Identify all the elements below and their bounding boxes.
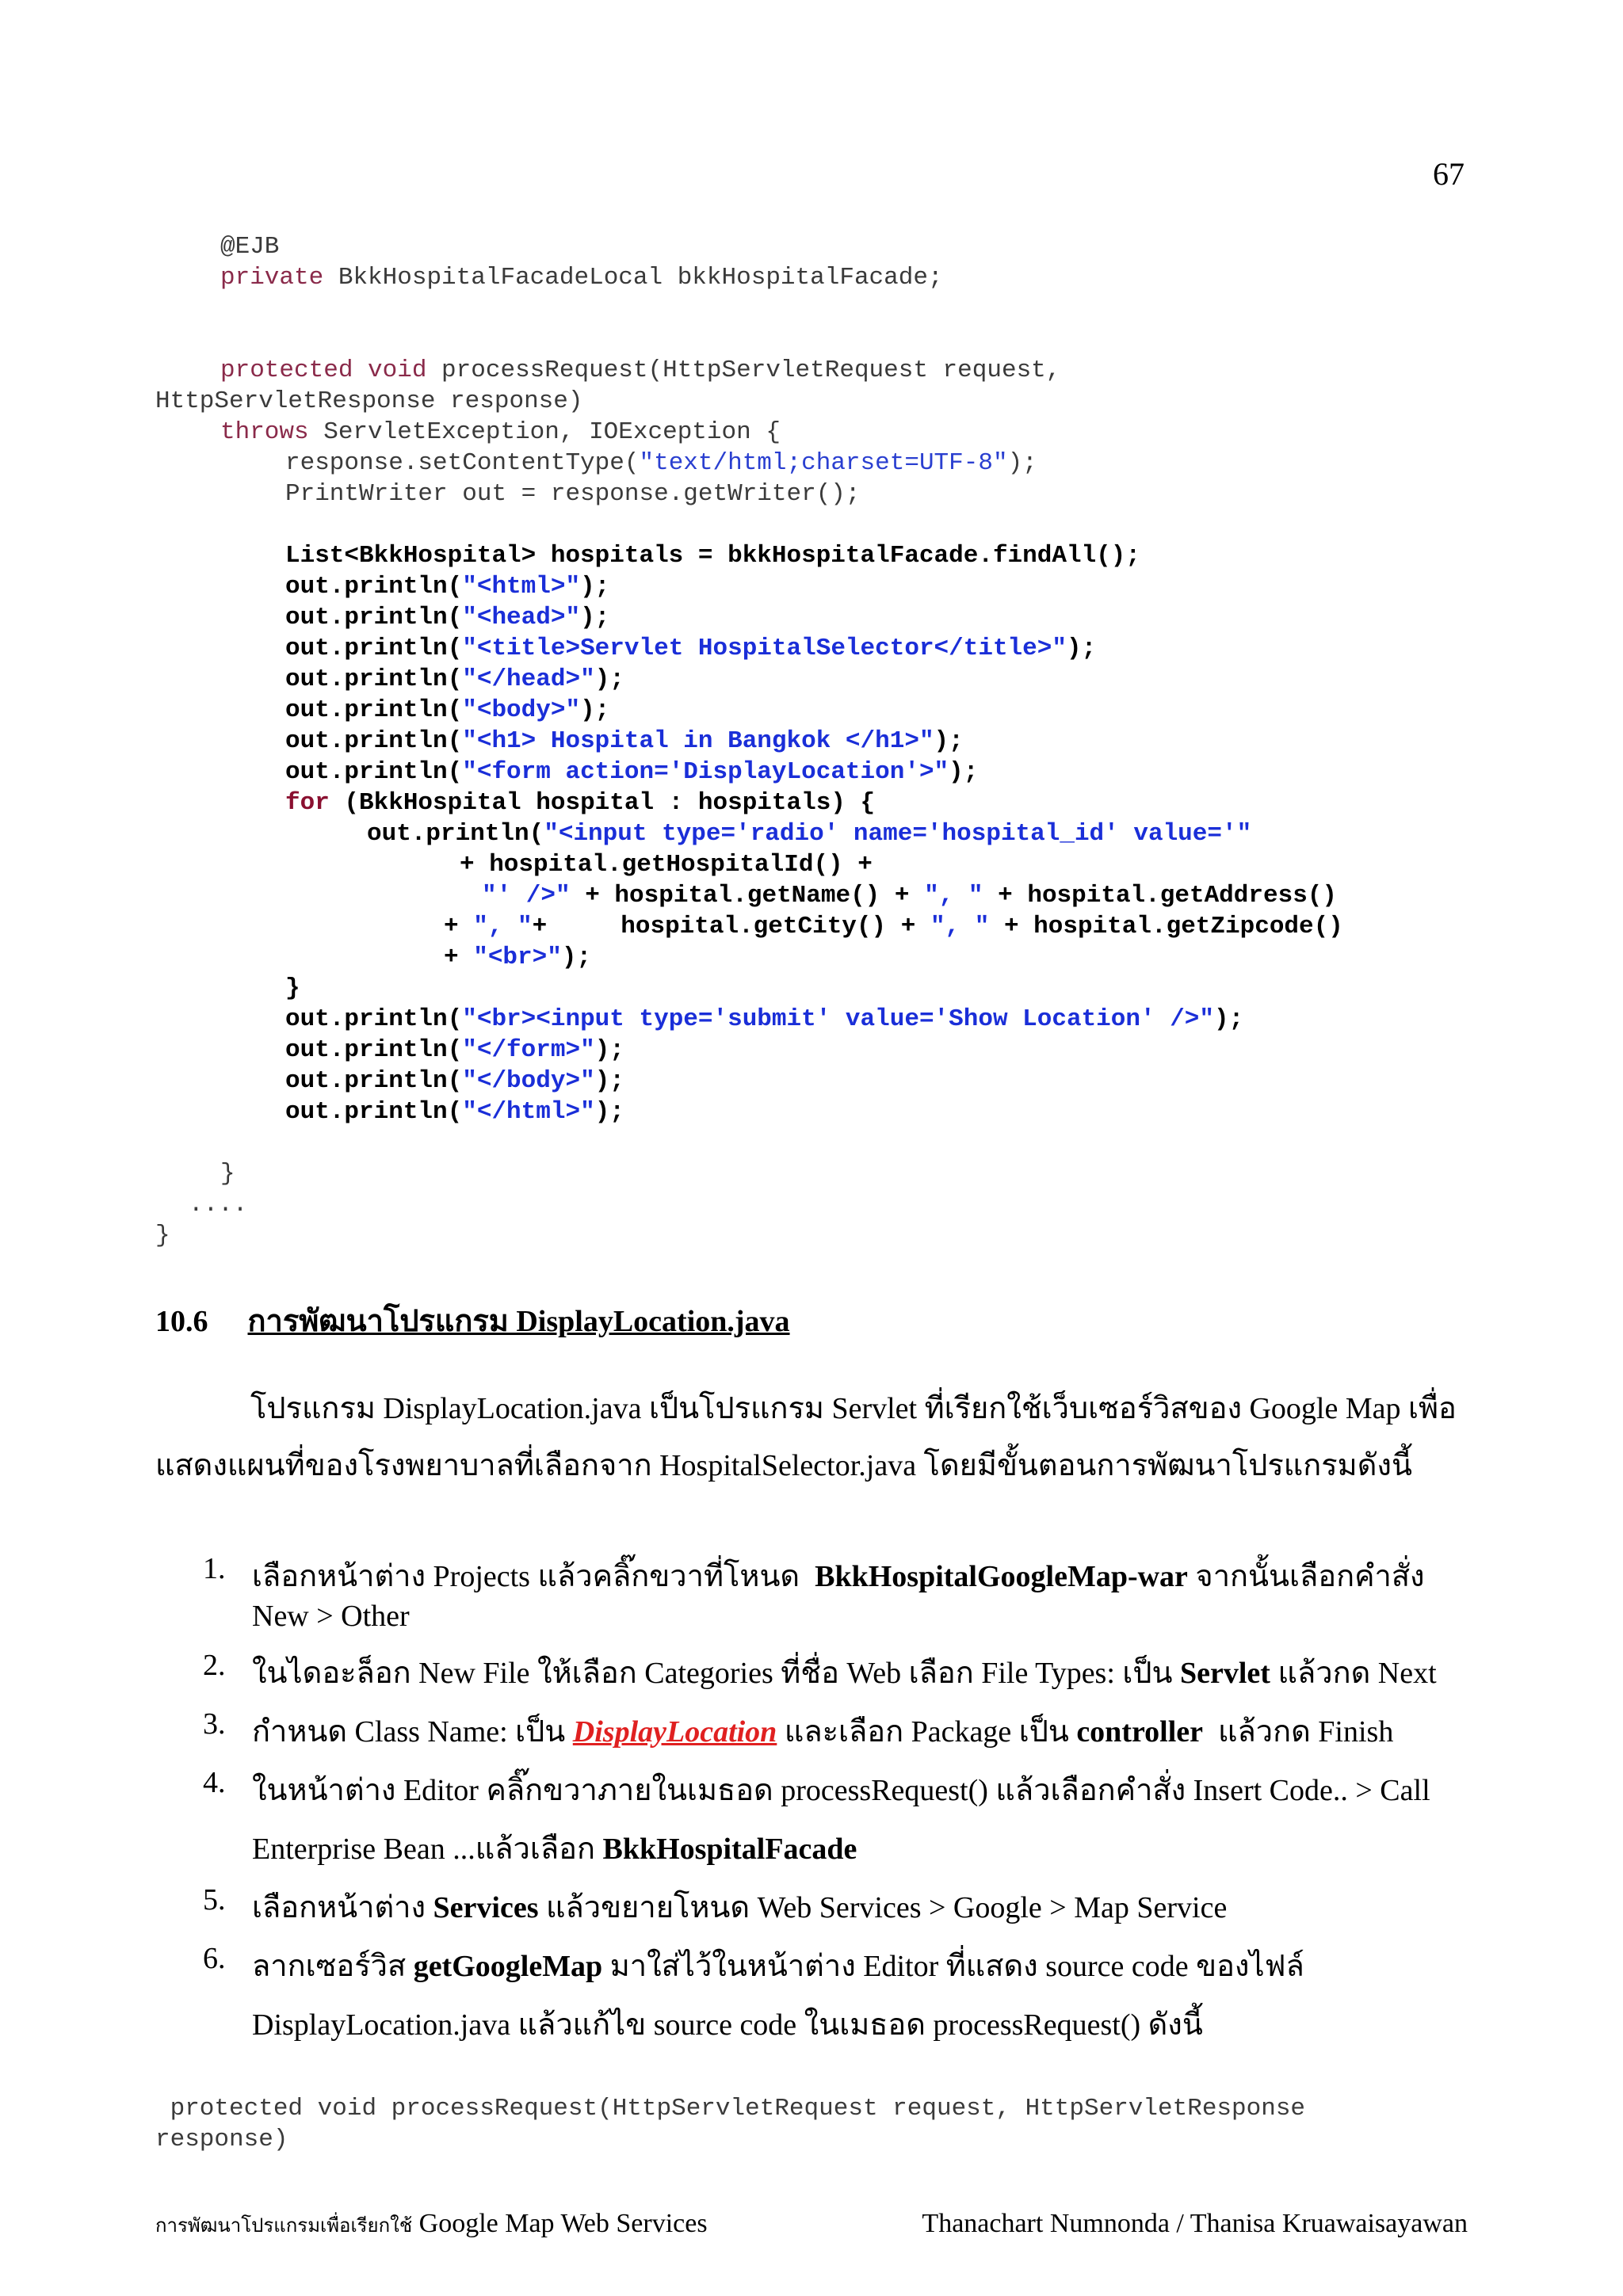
section-number: 10.6 (155, 1305, 208, 1338)
code-text: + (444, 913, 474, 940)
code-line: .... (189, 1191, 248, 1219)
step-text: เลือกหน้าต่าง (252, 1891, 433, 1924)
paragraph-line: แสดงแผนที่ของโรงพยาบาลที่เลือกจาก HospitalSelector.java โดยมีขั้นตอนการพัฒนาโปรแกรมดังนี้ (155, 1449, 1412, 1482)
code-string: "<br>" (473, 944, 562, 971)
step-text: Enterprise Bean ...แล้วเลือก (252, 1833, 603, 1866)
code-string: "' />" (482, 882, 571, 910)
list-item (252, 1648, 1437, 1696)
code-line (220, 262, 943, 293)
code-text: + hospital.getZipcode() (989, 913, 1343, 940)
code-keyword: throws (220, 418, 309, 446)
code-line (444, 942, 591, 973)
step-number: 6. (203, 1942, 226, 1975)
code-line: protected void processRequest(HttpServletRequest request, HttpServletResponse (155, 2095, 1306, 2122)
list-item (252, 1551, 1425, 1600)
list-item: ในหน้าต่าง Editor คลิ๊กขวาภายในเมธอด processRequest() แล้วเลือกคำสั่ง Insert Code.. > Call (252, 1774, 1430, 1807)
code-line (285, 757, 978, 788)
code-text: (BkkHospital hospital : hospitals) { (329, 789, 876, 817)
code-line (285, 602, 609, 633)
step-bold: BkkHospitalGoogleMap-war (815, 1560, 1188, 1593)
list-item-continued: DisplayLocation.java แล้วแก้ไข source code ในเมธอด processRequest() ดังนี้ (252, 2008, 1203, 2042)
code-line (285, 788, 875, 818)
step-text: จากนั้นเลือกคำสั่ง (1187, 1560, 1425, 1593)
code-line (285, 695, 609, 726)
code-string: ", " (924, 882, 983, 910)
code-text: out.println( (285, 1036, 463, 1064)
code-line: PrintWriter out = response.getWriter(); (285, 480, 861, 508)
code-text: + hospital.getName() + (570, 882, 925, 910)
code-line (220, 417, 781, 448)
code-string: "<form action='DisplayLocation'>" (462, 758, 949, 786)
code-string: "<br><input type='submit' value='Show Location' />" (462, 1005, 1215, 1033)
code-line (285, 571, 609, 602)
code-line (285, 726, 964, 757)
step-text: ลากเซอร์วิส (252, 1950, 414, 1983)
code-line (285, 1097, 624, 1127)
step-text: ในไดอะล็อก New File ให้เลือก Categories ที่ชื่อ Web เลือก File Types: เป็น (252, 1657, 1180, 1690)
code-text: + hospital.getCity() + (532, 913, 930, 940)
code-text: ); (561, 944, 592, 971)
code-text: ); (934, 727, 964, 755)
code-text: ); (949, 758, 979, 786)
step-bold: Servlet (1180, 1657, 1270, 1690)
step-bold: Services (433, 1891, 539, 1924)
code-text: ); (580, 696, 610, 724)
code-keyword: protected void (220, 357, 427, 384)
code-text: ); (594, 1036, 624, 1064)
code-text: out.println( (285, 696, 463, 724)
step-number: 5. (203, 1883, 226, 1917)
code-text: out.println( (285, 727, 463, 755)
list-item (252, 1882, 1227, 1931)
code-line (285, 633, 1096, 664)
code-line (444, 911, 1343, 942)
code-text: ); (580, 573, 610, 601)
code-text: out.println( (285, 635, 463, 662)
code-text: + hospital.getAddress() (983, 882, 1338, 910)
code-text: + (444, 944, 474, 971)
code-string: ", " (930, 913, 990, 940)
code-text: out.println( (285, 666, 463, 693)
code-text: ); (1066, 635, 1097, 662)
code-text: response.setContentType( (285, 449, 640, 477)
code-line: } (285, 974, 300, 1002)
code-string: "<head>" (462, 604, 581, 631)
code-line: + hospital.getHospitalId() + (460, 851, 873, 879)
code-line (482, 880, 1337, 911)
code-string: "<html>" (462, 573, 581, 601)
code-text: out.println( (285, 573, 463, 601)
code-text: out.println( (285, 1005, 463, 1033)
code-line (285, 1066, 624, 1097)
code-line: } (220, 1160, 235, 1188)
code-keyword: private (220, 264, 324, 292)
code-line (367, 818, 1251, 849)
code-string: "<body>" (462, 696, 581, 724)
code-text: ); (1214, 1005, 1244, 1033)
code-text: out.println( (285, 758, 463, 786)
code-line (285, 1035, 624, 1066)
code-text: ); (1007, 449, 1037, 477)
footer-left (155, 2209, 708, 2241)
code-line (285, 1004, 1243, 1035)
class-name-link[interactable]: DisplayLocation (572, 1715, 777, 1749)
footer-thai-text: การพัฒนาโปรแกรมเพื่อเรียกใช้ (155, 2216, 413, 2237)
step-text: กำหนด Class Name: เป็น (252, 1715, 573, 1749)
code-text: ); (580, 604, 610, 631)
step-number: 3. (203, 1707, 226, 1741)
code-line: response) (155, 2126, 288, 2153)
code-text: out.println( (285, 604, 463, 631)
code-text: out.println( (285, 1067, 463, 1095)
code-line (285, 664, 624, 695)
code-line: @EJB (220, 233, 280, 261)
code-string: "</form>" (462, 1036, 595, 1064)
code-keyword: for (285, 789, 330, 817)
list-item (252, 1707, 1393, 1755)
paragraph-line: โปรแกรม DisplayLocation.java เป็นโปรแกรม Servlet ที่เรียกใช้เว็บเซอร์วิสของ Google Map เพื่อ (250, 1392, 1457, 1425)
page-number: 67 (1433, 156, 1465, 192)
code-text: out.println( (285, 1098, 463, 1126)
code-string: "</html>" (462, 1098, 595, 1126)
step-number: 2. (203, 1649, 226, 1682)
code-line (285, 448, 1037, 479)
code-line: HttpServletResponse response) (155, 387, 583, 415)
step-text: แล้วกด Next (1270, 1657, 1437, 1690)
step-text: แล้วกด Finish (1203, 1715, 1394, 1749)
code-text: ); (594, 1098, 624, 1126)
code-string: ", " (473, 913, 533, 940)
step-text: เลือกหน้าต่าง Projects แล้วคลิ๊กขวาที่โหนด (252, 1560, 815, 1593)
code-text: ); (594, 1067, 624, 1095)
list-item (252, 1941, 1304, 1989)
code-string: "<input type='radio' name='hospital_id' value='" (544, 820, 1252, 848)
step-text: แล้วขยายโหนด Web Services > Google > Map Service (538, 1891, 1228, 1924)
step-number: 4. (203, 1766, 226, 1799)
code-text: processRequest(HttpServletRequest request, (426, 357, 1061, 384)
code-text: out.println( (367, 820, 544, 848)
step-text: มาใส่ไว้ในหน้าต่าง Editor ที่แสดง source code ของไฟล์ (602, 1950, 1304, 1983)
code-text: BkkHospitalFacadeLocal bkkHospitalFacade; (323, 264, 943, 292)
code-text: ); (594, 666, 624, 693)
list-item-continued (252, 1824, 857, 1872)
section-heading (155, 1296, 790, 1344)
code-string: "<title>Servlet HospitalSelector</title>" (462, 635, 1067, 662)
code-line (220, 355, 1060, 386)
code-string: "<h1> Hospital in Bangkok </h1>" (462, 727, 934, 755)
code-line: } (155, 1222, 170, 1249)
list-item-continued: New > Other (252, 1600, 410, 1633)
footer-title: Google Map Web Services (412, 2209, 708, 2238)
code-string: "text/html;charset=UTF-8" (639, 449, 1008, 477)
step-text: และเลือก Package เป็น (777, 1715, 1077, 1749)
step-bold: getGoogleMap (413, 1950, 603, 1983)
step-number: 1. (203, 1552, 226, 1585)
code-line: List<BkkHospital> hospitals = bkkHospitalFacade.findAll(); (285, 542, 1140, 570)
step-bold: BkkHospitalFacade (602, 1833, 857, 1866)
code-string: "</body>" (462, 1067, 595, 1095)
step-bold: controller (1076, 1715, 1203, 1749)
code-string: "</head>" (462, 666, 595, 693)
code-text: ServletException, IOException { (308, 418, 781, 446)
footer-authors: Thanachart Numnonda / Thanisa Kruawaisayawan (922, 2209, 1468, 2238)
section-title: การพัฒนาโปรแกรม DisplayLocation.java (247, 1305, 790, 1338)
